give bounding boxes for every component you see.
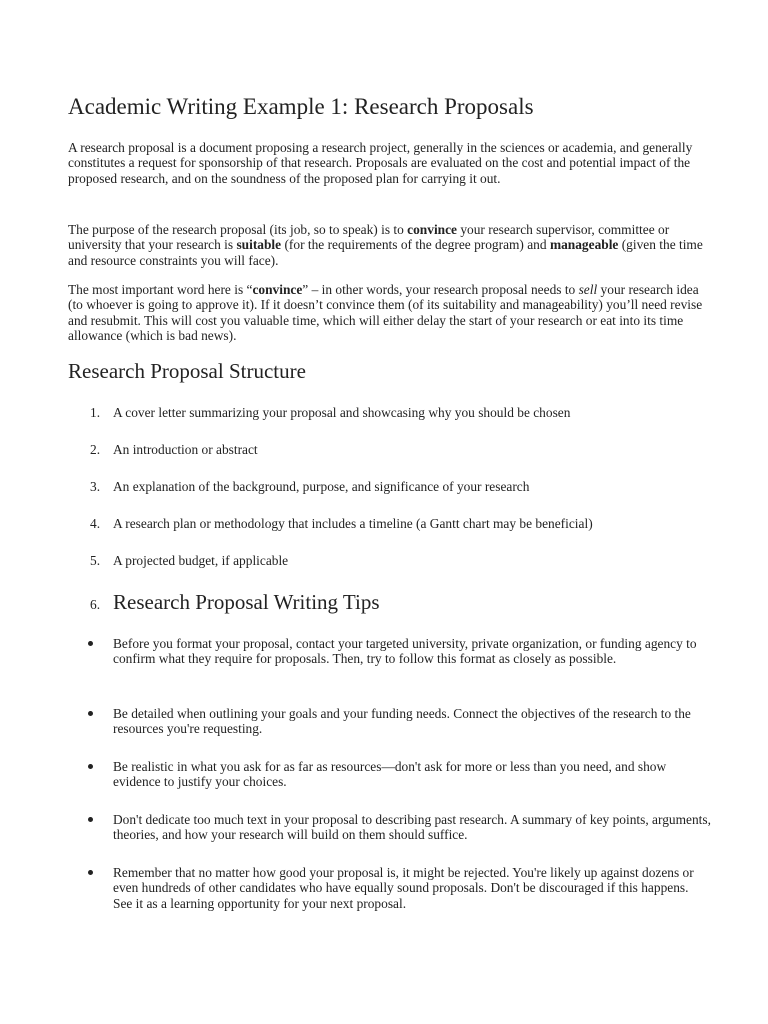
bold-manageable: manageable: [549, 237, 619, 253]
list-number: 3.: [90, 479, 101, 494]
bold-suitable: suitable: [236, 237, 282, 253]
list-item: A research plan or methodology that includes a timeline (a Gantt chart may be beneficial): [113, 516, 593, 531]
list-item: An introduction or abstract: [113, 442, 258, 457]
list-item: Be detailed when outlining your goals and your funding needs. Connect the objectives of the research to the resources you're requesting.: [113, 706, 691, 737]
bold-convince: convince: [407, 222, 457, 237]
list-number: 6.: [90, 597, 101, 612]
bullet-icon: [88, 711, 93, 716]
text-run: The purpose of the research proposal (its job, so to speak) is to: [68, 222, 408, 237]
text-run: (for the requirements of the degree program) and: [281, 237, 550, 253]
bullet-icon: [88, 817, 93, 822]
list-item: A cover letter summarizing your proposal and showcasing why you should be chosen: [113, 405, 571, 420]
list-number: 5.: [90, 553, 101, 568]
list-number: 2.: [90, 442, 101, 457]
list-item: An explanation of the background, purpose, and significance of your research: [113, 479, 530, 494]
bullet-icon: [88, 641, 93, 646]
list-item: Remember that no matter how good your proposal is, it might be rejected. You're likely up against dozens or even hundreds of other candidates who have equally sound proposals. Don't be discouraged if this happens. See it as a learning opportunity for your next proposal.: [113, 865, 694, 911]
intro-paragraph: A research proposal is a document proposing a research project, generally in the sciences or academia, and generally constitutes a request for sponsorship of that research. Proposals are evaluated on the cost and potential impact of the proposed research, and on the soundness of the proposed plan for carrying it out.: [68, 140, 693, 186]
text-run: (given the time and resource constraints you will face).: [68, 237, 703, 268]
list-item: Before you format your proposal, contact your targeted university, private organization, or funding agency to confirm what they require for proposals. Then, try to follow this format as closely as possible.: [113, 636, 697, 667]
important-word-paragraph: [68, 282, 708, 344]
text-run: your research idea (to whoever is going to approve it). If it doesn’t convince them (of its suitability and manageability) you’ll need revise and resubmit. This will cost you valuable time, which will either delay the start of your research or eat into its time allowance (which is bad news).: [68, 282, 703, 344]
text-run: The most important word here is “: [68, 282, 253, 297]
page-title: Academic Writing Example 1: Research Proposals: [68, 94, 534, 119]
text-run: ” – in other words, your research proposal needs to: [302, 282, 579, 297]
list-number: 1.: [90, 405, 101, 420]
structure-heading: Research Proposal Structure: [68, 359, 306, 383]
text-run: your research supervisor, committee or university that your research is: [68, 222, 670, 253]
tips-heading: Research Proposal Writing Tips: [113, 590, 380, 614]
list-item: Be realistic in what you ask for as far as resources—don't ask for more or less than you need, and show evidence to justify your choices.: [113, 759, 667, 790]
list-number: 4.: [90, 516, 101, 531]
list-item: A projected budget, if applicable: [113, 553, 289, 568]
italic-sell: sell: [578, 282, 598, 297]
bullet-icon: [88, 764, 93, 769]
bold-convince: convince: [252, 282, 303, 297]
list-item: Don't dedicate too much text in your proposal to describing past research. A summary of key points, arguments, theories, and how your research will build on them should suffice.: [113, 812, 711, 843]
purpose-paragraph: [68, 222, 708, 268]
bullet-icon: [88, 870, 93, 875]
